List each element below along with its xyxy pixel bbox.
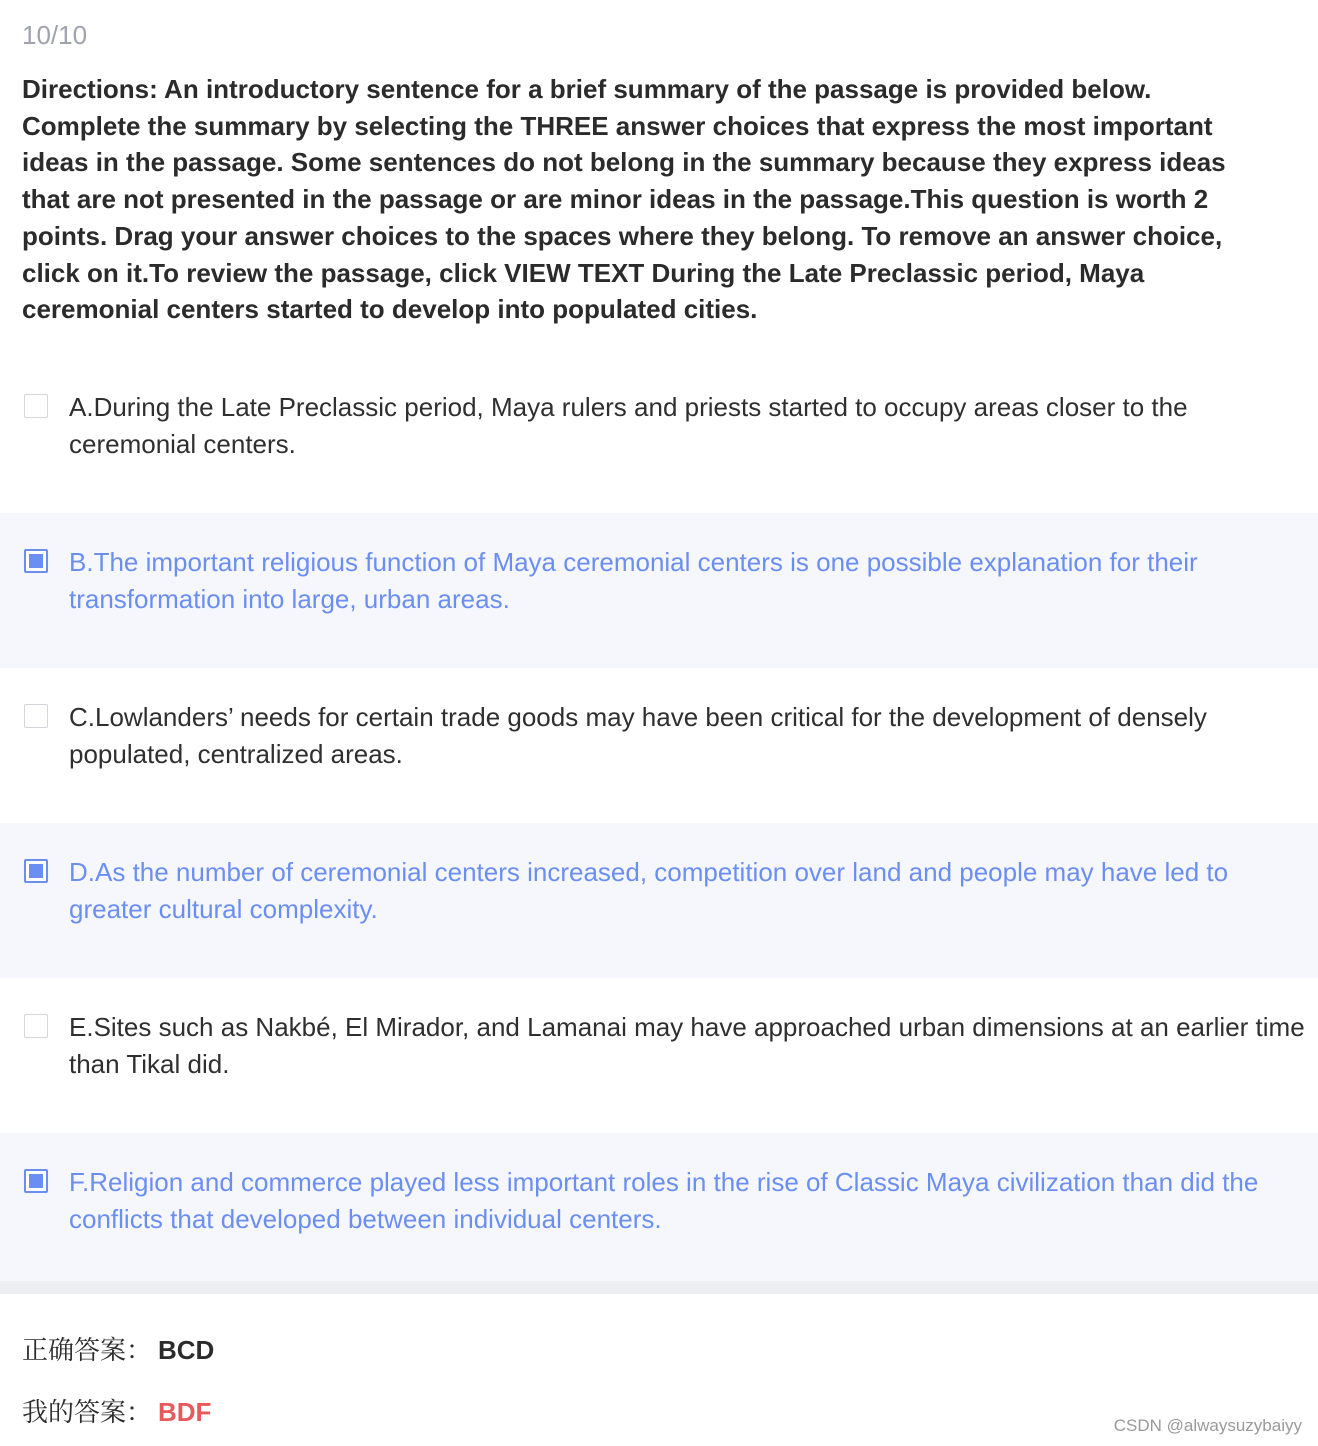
option-e[interactable]	[0, 978, 1318, 1133]
option-c[interactable]	[0, 668, 1318, 823]
checkbox-icon[interactable]	[24, 704, 48, 728]
my-answer-label: 我的答案：	[22, 1397, 153, 1427]
correct-answer-value: BCD	[158, 1335, 215, 1365]
my-answer-row	[22, 1395, 211, 1429]
checkbox-icon[interactable]	[24, 549, 48, 573]
answer-options-list	[0, 358, 1318, 1288]
option-b[interactable]	[0, 513, 1318, 668]
option-d[interactable]	[0, 823, 1318, 978]
option-a[interactable]	[0, 358, 1318, 513]
option-text: F.Religion and commerce played less important roles in the rise of Classic Maya civilization than did the conflicts that developed between individual centers.	[69, 1167, 1259, 1234]
option-text: E.Sites such as Nakbé, El Mirador, and Lamanai may have approached urban dimensions at an earlier time than Tikal did.	[69, 1012, 1305, 1079]
watermark: CSDN @alwaysuzybaiyy	[1113, 1416, 1302, 1435]
correct-answer-row	[22, 1333, 214, 1367]
my-answer-value: BDF	[158, 1397, 212, 1427]
option-text: C.Lowlanders’ needs for certain trade goods may have been critical for the development of densely populated, centralized areas.	[69, 702, 1207, 769]
question-directions: Directions: An introductory sentence for a brief summary of the passage is provided below. Complete the summary by selecting the THREE answer choices that express the most important ideas in the passage. Some sentences do not belong in the summary because they express ideas that are not presented in the passage or are minor ideas in the passage.This question is worth 2 points. Drag your answer choices to the spaces where they belong. To remove an answer choice, click on it.To review the passage, click VIEW TEXT During the Late Preclassic period, Maya ceremonial centers started to develop into populated cities.	[22, 74, 1226, 325]
option-text: A.During the Late Preclassic period, Maya rulers and priests started to occupy areas closer to the ceremonial centers.	[69, 392, 1188, 459]
section-divider	[0, 1281, 1318, 1294]
checkbox-icon[interactable]	[24, 859, 48, 883]
checkbox-icon[interactable]	[24, 1014, 48, 1038]
option-text: B.The important religious function of Maya ceremonial centers is one possible explanation for their transformation into large, urban areas.	[69, 547, 1198, 614]
option-f[interactable]	[0, 1133, 1318, 1288]
option-text: D.As the number of ceremonial centers increased, competition over land and people may have led to greater cultural complexity.	[69, 857, 1229, 924]
correct-answer-label: 正确答案：	[22, 1335, 153, 1365]
checkbox-icon[interactable]	[24, 394, 48, 418]
checkbox-icon[interactable]	[24, 1169, 48, 1193]
question-counter: 10/10	[22, 20, 88, 50]
